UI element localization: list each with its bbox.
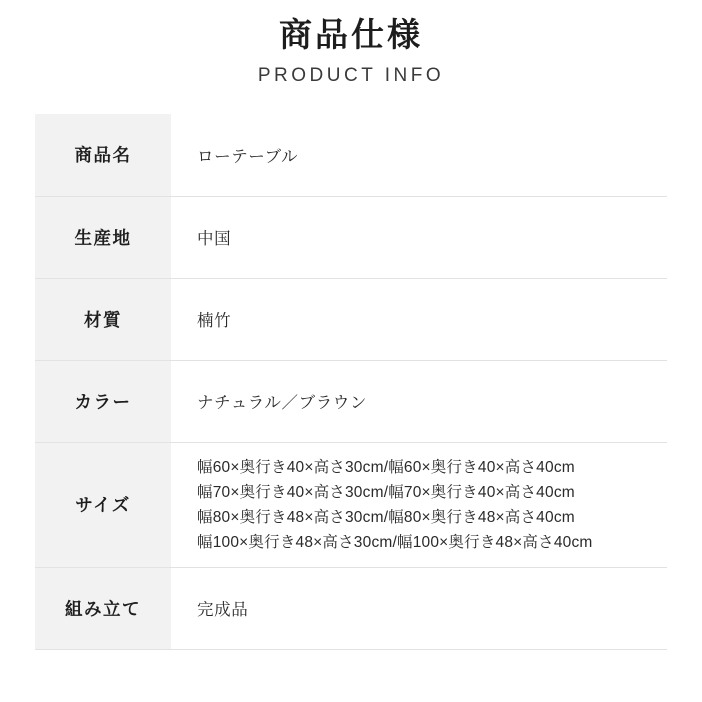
spec-value-product-name: ローテーブル (171, 113, 667, 196)
size-line: 幅100×奥行き48×高さ30cm/幅100×奥行き48×高さ40cm (197, 534, 593, 551)
spec-label-assembly: 組み立て (35, 567, 171, 649)
spec-label-material: 材質 (35, 278, 171, 360)
table-row (35, 567, 667, 649)
size-line: 幅80×奥行き48×高さ30cm/幅80×奥行き48×高さ40cm (197, 508, 575, 526)
page-subtitle: PRODUCT INFO (257, 64, 445, 86)
table-row (35, 442, 667, 567)
spec-label-size: サイズ (35, 442, 171, 567)
table-row (35, 113, 667, 196)
table-row (35, 196, 667, 278)
spec-value-assembly: 完成品 (171, 567, 667, 649)
size-line: 幅60×奥行き40×高さ30cm/幅60×奥行き40×高さ40cm (197, 458, 575, 476)
spec-value-color: ナチュラル／ブラウン (171, 360, 667, 442)
size-line-list (197, 455, 667, 555)
spec-value-origin: 中国 (171, 196, 667, 278)
spec-label-product-name: 商品名 (35, 113, 171, 196)
spec-label-origin: 生産地 (35, 196, 171, 278)
page-header (0, 0, 702, 87)
spec-value-size (171, 442, 667, 567)
spec-value-material: 楠竹 (171, 278, 667, 360)
size-line: 幅70×奥行き40×高さ30cm/幅70×奥行き40×高さ40cm (197, 483, 575, 501)
table-row (35, 360, 667, 442)
table-row (35, 278, 667, 360)
spec-label-color: カラー (35, 360, 171, 442)
page-title: 商品仕様 (279, 16, 423, 53)
specification-table (35, 113, 667, 650)
